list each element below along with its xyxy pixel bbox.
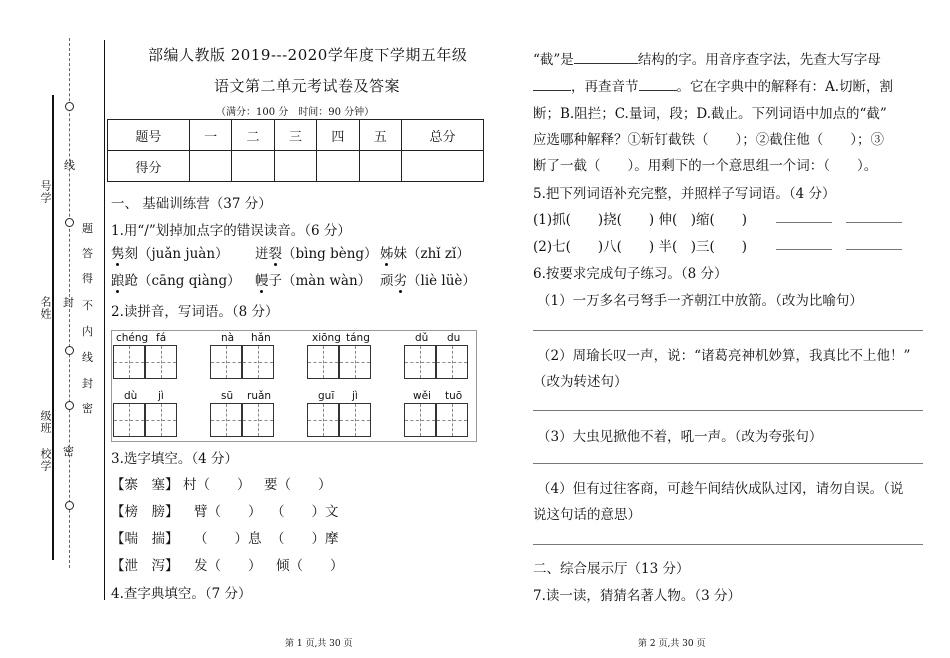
dotted-char: 姊	[380, 246, 394, 262]
q4-line5: 断了一截（ ）。用剩下的一个意思组一个词：（ ）。	[533, 158, 878, 174]
q6-1: （1）一万多名弓弩手一齐朝江中放箭。（改为比喻句）	[537, 293, 863, 309]
q1-item[interactable]: 姊妹（zhǐ zǐ）	[380, 246, 470, 262]
pinyin-label: du	[447, 332, 461, 344]
pinyin-label: xiōng	[312, 332, 341, 344]
score-header-cell: 三	[274, 120, 316, 151]
class-label: 级班	[39, 410, 52, 434]
pinyin-grid	[111, 330, 477, 442]
q3-pair: 【泄 泻】	[111, 558, 179, 574]
section2-heading: 二、综合展示厅（13 分）	[533, 561, 690, 577]
pinyin-label: jì	[158, 390, 164, 402]
name-label: 名姓	[39, 296, 52, 320]
q6-prompt: 6.按要求完成句子练习。（8 分）	[533, 266, 728, 282]
pinyin-label: jì	[352, 390, 358, 402]
score-cell[interactable]	[232, 151, 274, 182]
score-table-header-row	[108, 120, 484, 151]
blank-syllable[interactable]	[639, 90, 677, 91]
dotted-char: 裂	[268, 246, 282, 262]
char-cell[interactable]	[242, 345, 274, 379]
q1-prompt: 1.用“/”划掉加点字的错误读音。（6 分）	[111, 223, 351, 239]
q5-answer-line[interactable]	[846, 222, 902, 223]
pinyin-label: tuō	[445, 390, 463, 402]
seal-char: 答	[82, 247, 93, 260]
seal-char: 密	[82, 402, 93, 415]
blank-structure[interactable]	[574, 63, 638, 64]
blank-letter[interactable]	[533, 90, 571, 91]
score-cell[interactable]	[317, 151, 359, 182]
q3-prompt: 3.选字填空。（4 分）	[111, 451, 239, 467]
q5-answer-line[interactable]	[776, 249, 832, 250]
q5-answer-line[interactable]	[776, 222, 832, 223]
q2-prompt: 2.读拼音，写词语。（8 分）	[111, 304, 279, 320]
q3-blank[interactable]: 发（ ）	[194, 558, 262, 574]
q4-line2: ，再查音节 。它在字典中的解释有：A.切断，割	[533, 75, 893, 95]
seal-char: 封	[82, 377, 93, 390]
char-cell[interactable]	[307, 403, 339, 437]
pinyin-label: dǔ	[415, 332, 429, 344]
score-header-cell: 总分	[402, 120, 484, 151]
q3-blank[interactable]: 倾（ ）	[276, 558, 344, 574]
q1-item[interactable]: 迸裂（bìng bèng）	[255, 246, 378, 262]
page-footer-right: 第 2 页,共 30 页	[638, 639, 706, 649]
score-header-cell: 题号	[108, 120, 190, 151]
q6-3: （3）大虫见掀他不着，吼一声。（改为夸张句）	[537, 429, 823, 445]
char-cell[interactable]	[145, 345, 177, 379]
q4-line4: 应选哪种解释？①斩钉截铁（ ）；②截住他（ ）；③	[533, 132, 884, 148]
q4-line3: 断；B.阻拦；C.量词，段；D.截止。下列词语中加点的“截”	[533, 106, 887, 122]
exam-meta: （满分：100 分 时间：90 分钟）	[216, 107, 375, 118]
q1-item[interactable]: 顽劣（liè lüè）	[380, 273, 476, 289]
binding-line	[52, 95, 54, 560]
binding-margin	[0, 0, 105, 658]
binding-hole	[65, 102, 74, 111]
char-cell[interactable]	[242, 403, 274, 437]
q3-blank[interactable]: 要（ ）	[264, 477, 332, 493]
seal-char: 线	[64, 159, 75, 172]
q3-pair: 【寨 塞】	[111, 477, 179, 493]
score-header-cell: 五	[359, 120, 401, 151]
char-cell[interactable]	[339, 345, 371, 379]
student-no-label: 号学	[39, 180, 52, 204]
side-char-mi: 密	[63, 445, 74, 458]
char-cell[interactable]	[210, 345, 242, 379]
q4-line1: “截”是 结构的字。用音序查字法，先查大写字母	[533, 52, 881, 68]
score-cell[interactable]	[189, 151, 231, 182]
q6-4b: 说这句话的意思）	[533, 507, 641, 523]
q6-answer-line[interactable]	[533, 463, 923, 464]
pinyin-label: nà	[221, 332, 235, 344]
seal-char: 得	[82, 272, 93, 285]
q7-prompt: 7.读一读，猜猜名著人物。（3 分）	[533, 588, 742, 604]
seal-line	[104, 40, 105, 600]
pinyin-label: dù	[124, 390, 138, 402]
q6-answer-line[interactable]	[533, 410, 923, 411]
score-cell[interactable]	[402, 151, 484, 182]
score-header-cell: 四	[317, 120, 359, 151]
char-cell[interactable]	[404, 345, 436, 379]
seal-char: 内	[82, 325, 93, 338]
pinyin-label: guī	[318, 390, 335, 402]
score-row-label: 得分	[108, 151, 190, 182]
q3-pair: 【喘 揣】	[111, 531, 179, 547]
q3-blank[interactable]: 村（ ）	[183, 477, 251, 493]
q5-answer-line[interactable]	[846, 249, 902, 250]
char-cell[interactable]	[436, 345, 468, 379]
score-header-cell: 一	[189, 120, 231, 151]
char-cell[interactable]	[404, 403, 436, 437]
section1-heading: 一、 基础训练营（37 分）	[111, 196, 272, 212]
seal-char: 不	[82, 299, 93, 312]
pinyin-label: fá	[156, 332, 167, 344]
char-cell[interactable]	[210, 403, 242, 437]
q3-pair: 【榜 膀】	[111, 504, 179, 520]
score-cell[interactable]	[359, 151, 401, 182]
q5-row2: (2)七( )八( ) 半( )三( )	[533, 239, 748, 255]
q6-2a: （2）周瑜长叹一声，说：“诸葛亮神机妙算，我真比不上他！”	[537, 348, 911, 364]
pinyin-label: wěi	[413, 390, 431, 402]
school-label: 校学	[39, 448, 52, 472]
q1-item[interactable]: 踉跄（cāng qiàng）	[111, 273, 241, 289]
score-header-cell: 二	[232, 120, 274, 151]
page-footer-left: 第 1 页,共 30 页	[285, 639, 353, 649]
q5-row1: (1)抓( )挠( ) 伸( )缩( )	[533, 212, 748, 228]
char-cell[interactable]	[145, 403, 177, 437]
char-cell[interactable]	[339, 403, 371, 437]
q5-prompt: 5.把下列词语补充完整，并照样子写词语。（4 分）	[533, 186, 836, 202]
binding-hole	[65, 218, 74, 227]
binding-hole	[65, 401, 74, 410]
pinyin-label: táng	[346, 332, 370, 344]
pinyin-label: ruǎn	[247, 390, 272, 402]
q3-blank[interactable]: 臂（ ）	[194, 504, 262, 520]
q6-answer-line[interactable]	[533, 330, 923, 331]
exam-title-line1: 部编人教版 2019---2020学年度下学期五年级	[148, 46, 468, 64]
binding-hole	[65, 501, 74, 510]
q1-item[interactable]: 幔子（màn wàn）	[255, 273, 372, 289]
q3-blank[interactable]: （ ）摩	[271, 531, 339, 547]
dotted-char: 劣	[393, 273, 407, 289]
seal-char: 线	[82, 351, 93, 364]
q1-item[interactable]: 隽刻（juǎn juàn）	[111, 246, 229, 262]
q6-answer-line[interactable]	[533, 544, 923, 545]
q3-blank[interactable]: （ ）文	[271, 504, 339, 520]
char-cell[interactable]	[436, 403, 468, 437]
score-table	[107, 119, 484, 182]
char-cell[interactable]	[113, 403, 145, 437]
char-cell[interactable]	[113, 345, 145, 379]
q6-4a: （4）但有过往客商，可趁午间结伙成队过冈，请勿自误。（说	[537, 481, 904, 497]
q3-blank[interactable]: （ ）息	[194, 531, 262, 547]
dotted-char: 踉	[111, 273, 125, 289]
pinyin-label: chéng	[116, 332, 149, 344]
char-cell[interactable]	[307, 345, 339, 379]
pinyin-label: hǎn	[251, 332, 271, 344]
score-cell[interactable]	[274, 151, 316, 182]
seal-char: 题	[82, 222, 93, 235]
dotted-char: 幔	[255, 273, 269, 289]
exam-title-line2: 语文第二单元考试卷及答案	[214, 77, 401, 95]
score-table-score-row	[108, 151, 484, 182]
q6-2b: （改为转述句）	[533, 374, 628, 390]
pinyin-label: sū	[221, 390, 234, 402]
dotted-char: 隽	[111, 246, 125, 262]
binding-hole	[65, 346, 74, 355]
side-char-feng: 封	[63, 296, 74, 309]
q4-prompt: 4.查字典填空。（7 分）	[111, 586, 252, 602]
